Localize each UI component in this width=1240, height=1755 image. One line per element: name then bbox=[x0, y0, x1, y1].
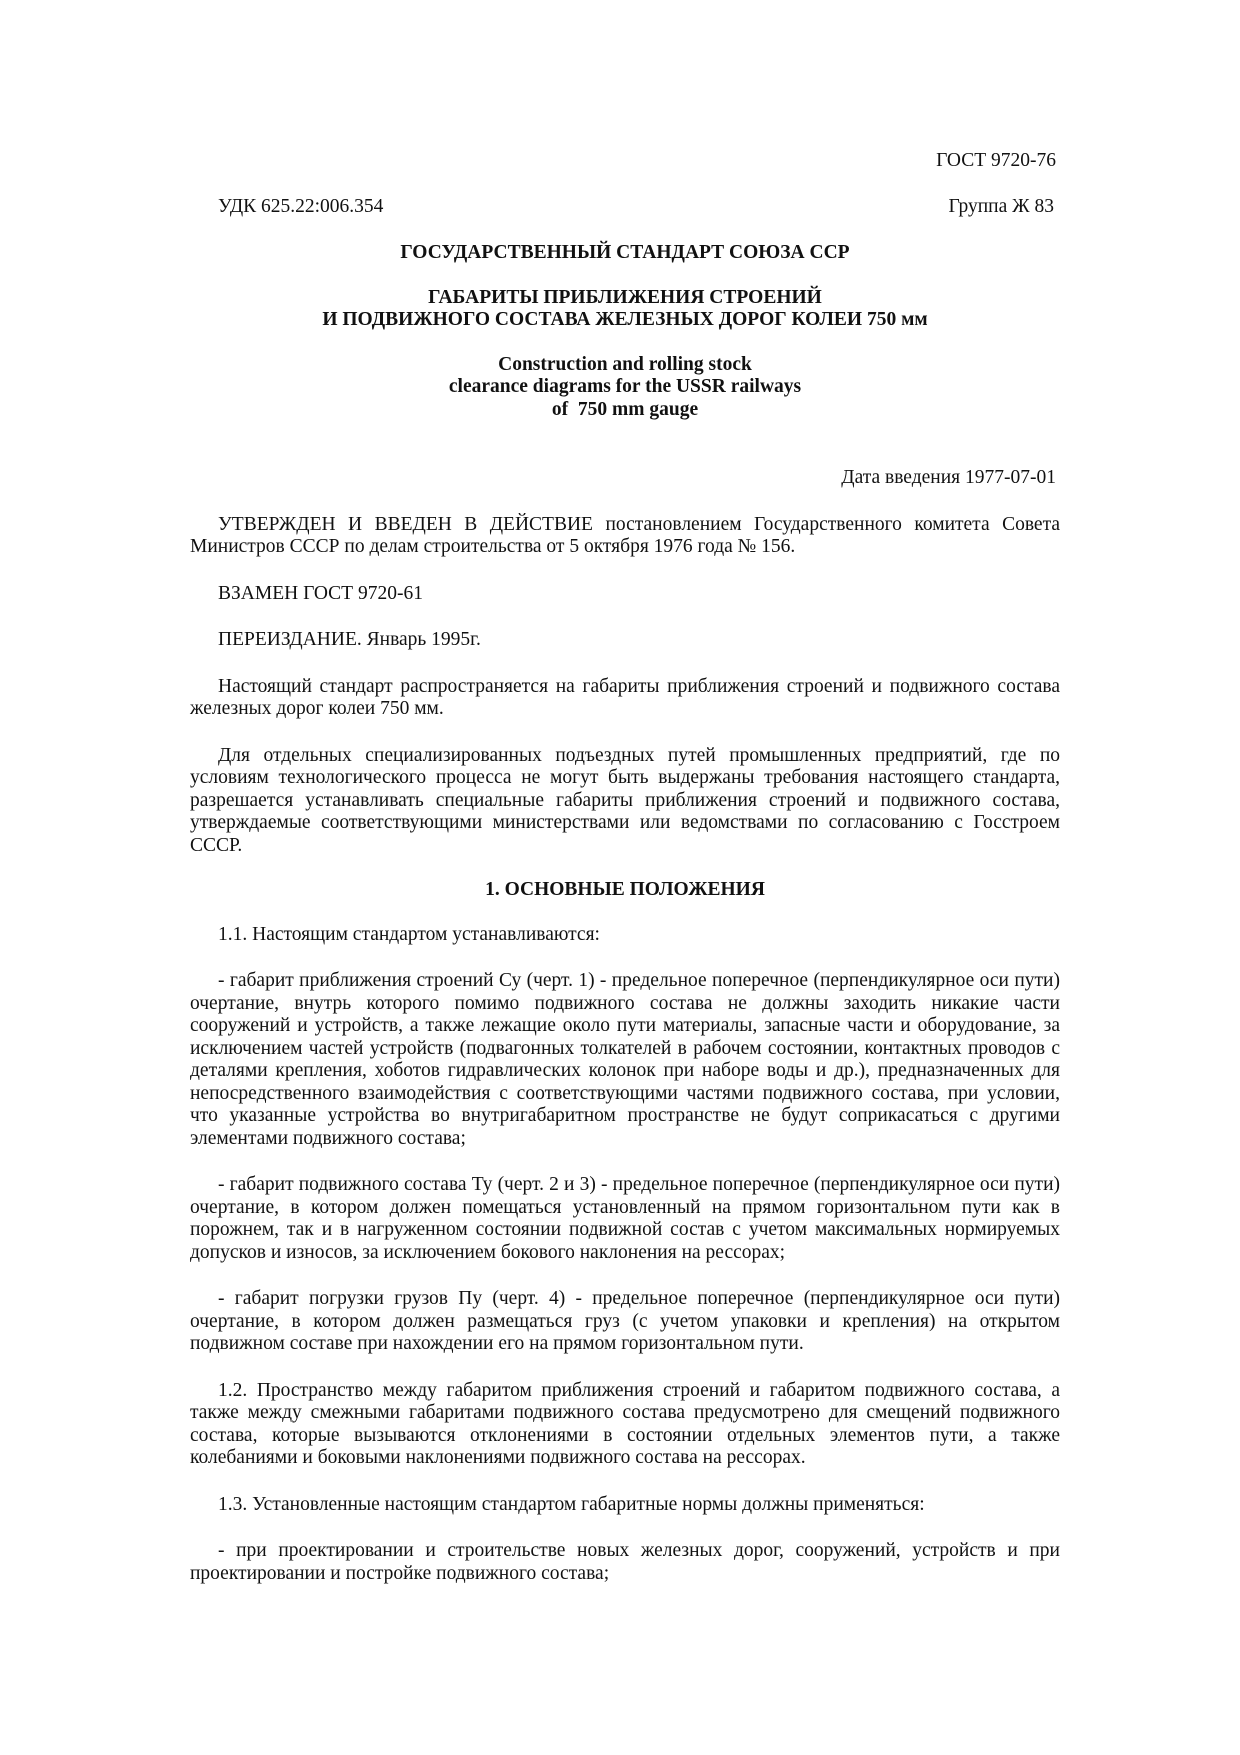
english-title bbox=[190, 354, 1060, 422]
approval-paragraph: УТВЕРЖДЕН И ВВЕДЕН В ДЕЙСТВИЕ постановлением Государственного комитета Совета Министров СССР по делам строительства от 5 октября 1976 года № 156. bbox=[190, 513, 1060, 557]
special-clearance-paragraph: Для отдельных специализированных подъездных путей промышленных предприятий, где по условиям технологического процесса не могут быть выдержаны требования настоящего стандарта, разрешается устанавливать специальные габариты приближения строений и подвижного состава, утверждаемые соответствующими министерствами или ведомствами по согласованию с Госстроем СССР. bbox=[190, 744, 1060, 856]
english-title-line-1: Construction and rolling stock bbox=[498, 353, 752, 375]
clause-1-3-item-design: - при проектировании и строительстве новых железных дорог, сооружений, устройств и при проектировании и постройке подвижного состава; bbox=[190, 1540, 1060, 1584]
gost-number: ГОСТ 9720-76 bbox=[936, 150, 1056, 171]
english-title-line-2: clearance diagrams for the USSR railways bbox=[448, 376, 802, 397]
replaces-paragraph: ВЗАМЕН ГОСТ 9720-61 bbox=[218, 582, 423, 604]
title-line-1: ГАБАРИТЫ ПРИБЛИЖЕНИЯ СТРОЕНИЙ bbox=[428, 286, 822, 308]
reissue-paragraph: ПЕРЕИЗДАНИЕ. Январь 1995г. bbox=[218, 629, 481, 650]
section-1-heading: 1. ОСНОВНЫЕ ПОЛОЖЕНИЯ bbox=[485, 879, 765, 900]
introduction-date: Дата введения 1977-07-01 bbox=[841, 467, 1056, 488]
udk-code: УДК 625.22:006.354 bbox=[218, 195, 384, 217]
english-title-line-3: of 750 mm gauge bbox=[551, 398, 699, 420]
clause-1-1-item-su: - габарит приближения строений Су (черт. 1) - предельное поперечное (перпендикулярное оси пути) очертание, внутрь которого помимо подвижного состава не должны заходить никакие части сооружений и устройств, а также лежащие около пути материалы, запасные части и оборудование, за исключением частей устройств (подвагонных толкателей в рабочем состоянии, контактных проводов с деталями крепления, хоботов гидравлических колонок при наборе воды и др.), предназначенных для непосредственного взаимодействия с соответствующими частями подвижного состава, при условии, что указанные устройства во внутригабаритном пространстве не будут соприкасаться с другими элементами подвижного состава; bbox=[190, 970, 1060, 1149]
clause-1-1: 1.1. Настоящим стандартом устанавливаются: bbox=[218, 923, 600, 945]
clause-1-1-item-pu: - габарит погрузки грузов Пу (черт. 4) - предельное поперечное (перпендикулярное оси пути) очертание, в котором должен размещаться груз (с учетом упаковки и крепления) на открытом подвижном составе при нахождении его на прямом горизонтальном пути. bbox=[190, 1288, 1060, 1354]
clause-1-2: 1.2. Пространство между габаритом приближения строений и габаритом подвижного состава, а также между смежными габаритами подвижного состава предусмотрено для смещений подвижного состава, которые вызываются отклонениями в состоянии отдельных элементов пути, а также колебаниями и боковыми наклонениями подвижного состава на рессорах. bbox=[190, 1379, 1060, 1468]
document-title bbox=[190, 287, 1060, 332]
scope-paragraph: Настоящий стандарт распространяется на габариты приближения строений и подвижного состава железных дорог колеи 750 мм. bbox=[190, 675, 1060, 719]
document-page bbox=[190, 150, 1060, 1585]
group-code: Группа Ж 83 bbox=[948, 195, 1054, 217]
title-line-2: И ПОДВИЖНОГО СОСТАВА ЖЕЛЕЗНЫХ ДОРОГ КОЛЕИ 750 мм bbox=[322, 309, 928, 330]
state-standard-heading: ГОСУДАРСТВЕННЫЙ СТАНДАРТ СОЮЗА ССР bbox=[400, 242, 850, 263]
udk-group-row bbox=[190, 196, 1060, 219]
clause-1-1-item-tu: - габарит подвижного состава Ту (черт. 2 и 3) - предельное поперечное (перпендикулярное оси пути) очертание, в котором должен помещаться установленный на прямом горизонтальном пути как в порожнем, так и в нагруженном состоянии подвижной состав с учетом максимальных нормируемых допусков и износов, за исключением бокового наклонения на рессорах; bbox=[190, 1174, 1060, 1263]
clause-1-3: 1.3. Установленные настоящим стандартом габаритные нормы должны применяться: bbox=[218, 1493, 925, 1515]
